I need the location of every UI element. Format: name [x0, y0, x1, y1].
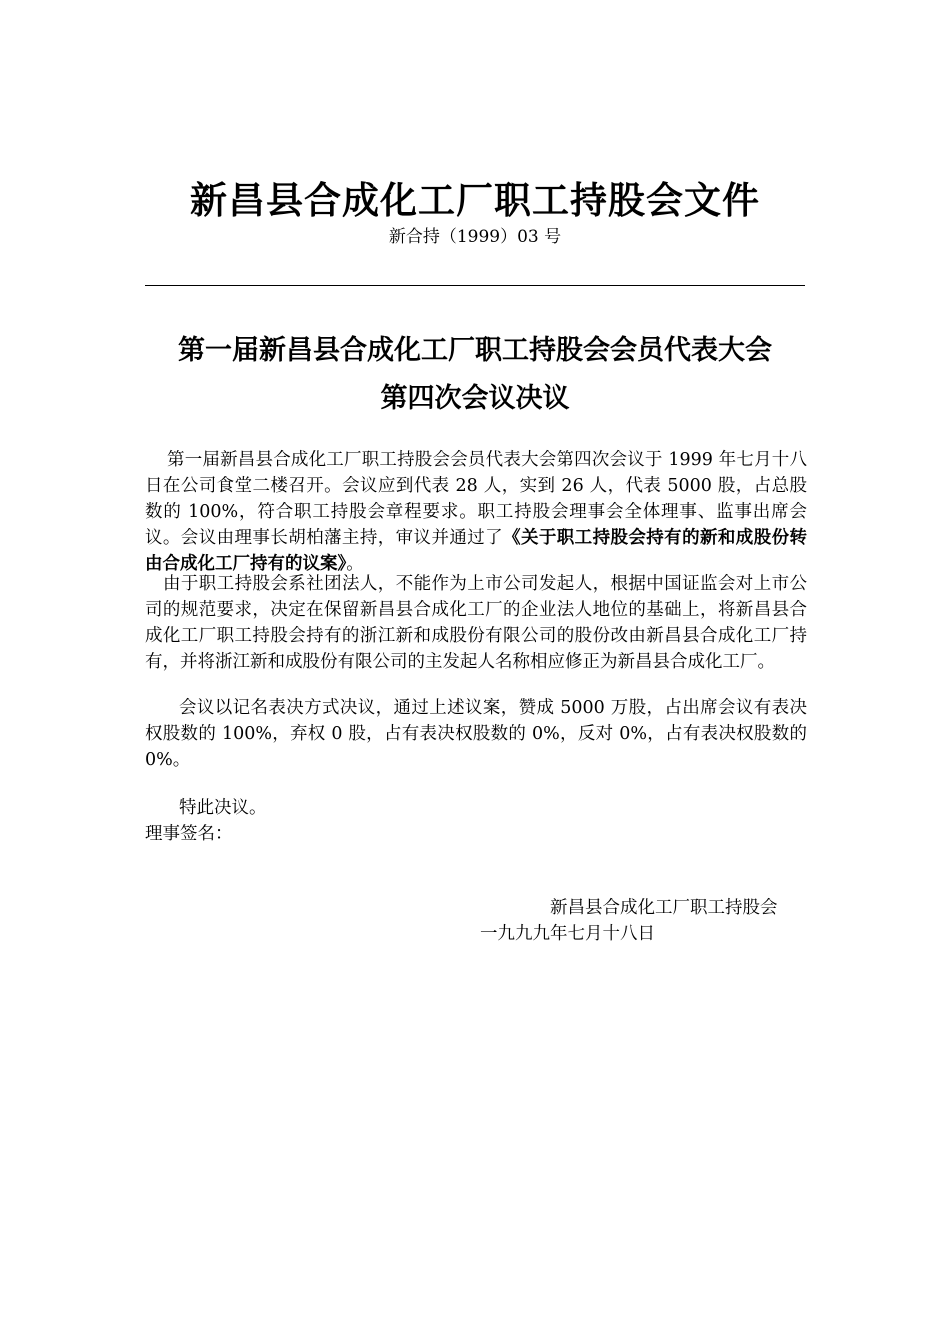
resolution-title-line-1: 第一届新昌县合成化工厂职工持股会会员代表大会	[178, 335, 772, 366]
closing-statement: 特此决议。	[179, 798, 267, 818]
signers-label: 理事签名：	[145, 824, 233, 844]
paragraph-vote-result: 会议以记名表决方式决议，通过上述议案，赞成 5000 万股，占出席会议有表决权股数的 100%，弃权 0 股，占有表决权股数的 0%，反对 0%，占有表决权股数的 0%。	[145, 698, 807, 770]
signing-organization: 新昌县合成化工厂职工持股会	[550, 898, 778, 918]
paragraph-meeting-summary-text: 第一届新昌县合成化工厂职工持股会会员代表大会第四次会议于 1999 年七月十八日在公司食堂二楼召开。会议应到代表 28 人，实到 26 人，代表 5000 股，占总股数的 100%，符合职工持股会章程要求。职工持股会理事会全体理事、监事出席会议。会议由理事长胡柏藩主持，审议并通过了	[145, 450, 807, 548]
paragraph-meeting-summary	[145, 447, 807, 577]
paragraph-end-punct: 。	[346, 554, 364, 574]
document-number: 新合持（1999）03 号	[388, 227, 562, 247]
signing-date: 一九九九年七月十八日	[480, 924, 655, 944]
paragraph-rationale: 由于职工持股会系社团法人，不能作为上市公司发起人，根据中国证监会对上市公司的规范要求，决定在保留新昌县合成化工厂的企业法人地位的基础上，将新昌县合成化工厂职工持股会持有的浙江新和成股份有限公司的股份改由新昌县合成化工厂持有，并将浙江新和成股份有限公司的主发起人名称相应修正为新昌县合成化工厂。	[145, 574, 807, 672]
document-header-title: 新昌县合成化工厂职工持股会文件	[190, 178, 760, 222]
proposal-title: 《关于职工持股会持有的新和成股份转由合成化工厂持有的议案》	[145, 528, 808, 574]
header-divider	[145, 285, 805, 286]
resolution-title-line-2: 第四次会议决议	[380, 383, 570, 414]
